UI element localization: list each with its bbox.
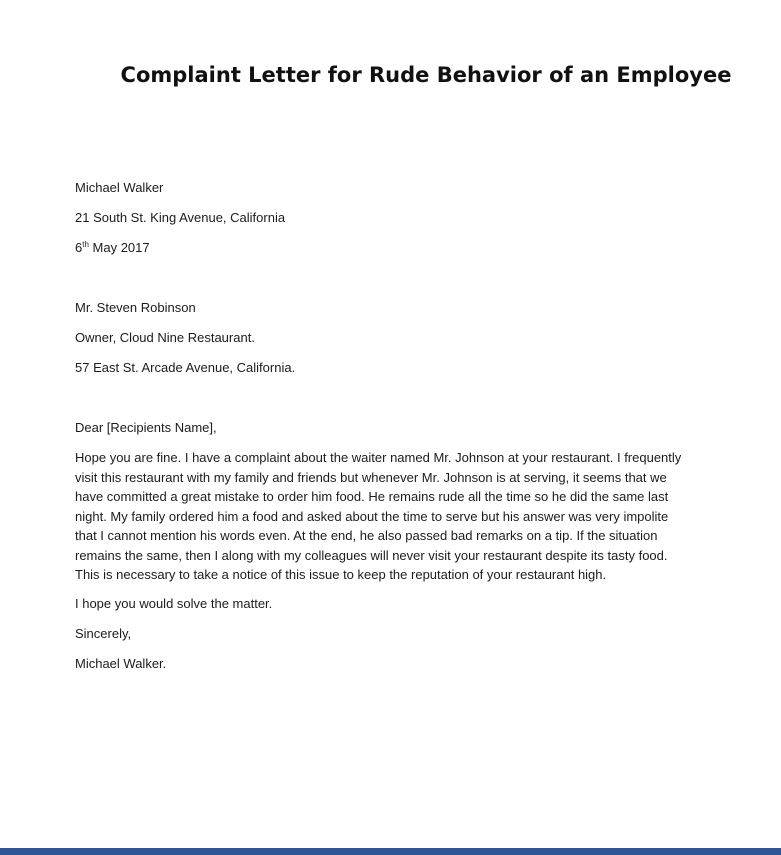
letter-date — [75, 239, 150, 257]
sender-name: Michael Walker — [75, 180, 164, 195]
recipient-address: 57 East St. Arcade Avenue, California. — [75, 360, 296, 375]
footer-bar — [0, 848, 781, 855]
sign-off: Sincerely, — [75, 626, 132, 641]
date-suffix: th — [82, 240, 89, 249]
date-day: 6 — [75, 240, 83, 255]
body-line: This is necessary to take a notice of this issue to keep the reputation of your restaurant high. — [75, 567, 607, 582]
body-line: that I cannot mention his words even. At the end, he also passed bad remarks on a tip. If the situation — [75, 528, 658, 543]
recipient-name: Mr. Steven Robinson — [75, 300, 196, 315]
body-line: have committed a great mistake to order him food. He remains rude all the time so he did the same last — [75, 489, 669, 504]
body-paragraph — [75, 448, 715, 585]
page-title: Complaint Letter for Rude Behavior of an Employee — [120, 63, 732, 87]
salutation: Dear [Recipients Name], — [75, 420, 217, 435]
signature-name: Michael Walker. — [75, 656, 167, 671]
body-line: remains the same, then I along with my colleagues will never visit your restaurant despite its tasty food. — [75, 547, 668, 563]
body-line: night. My family ordered him a food and asked about the time to serve but his answer was very impolite — [75, 508, 669, 524]
closing-request: I hope you would solve the matter. — [75, 596, 273, 611]
body-line: visit this restaurant with my family and friends but whenever Mr. Johnson is at serving, it seems that we — [75, 469, 667, 485]
date-month-year: May 2017 — [88, 240, 150, 255]
body-line: Hope you are fine. I have a complaint about the waiter named Mr. Johnson at your restaurant. I frequently — [75, 450, 682, 465]
recipient-title: Owner, Cloud Nine Restaurant. — [75, 330, 255, 345]
sender-address: 21 South St. King Avenue, California — [75, 210, 286, 225]
